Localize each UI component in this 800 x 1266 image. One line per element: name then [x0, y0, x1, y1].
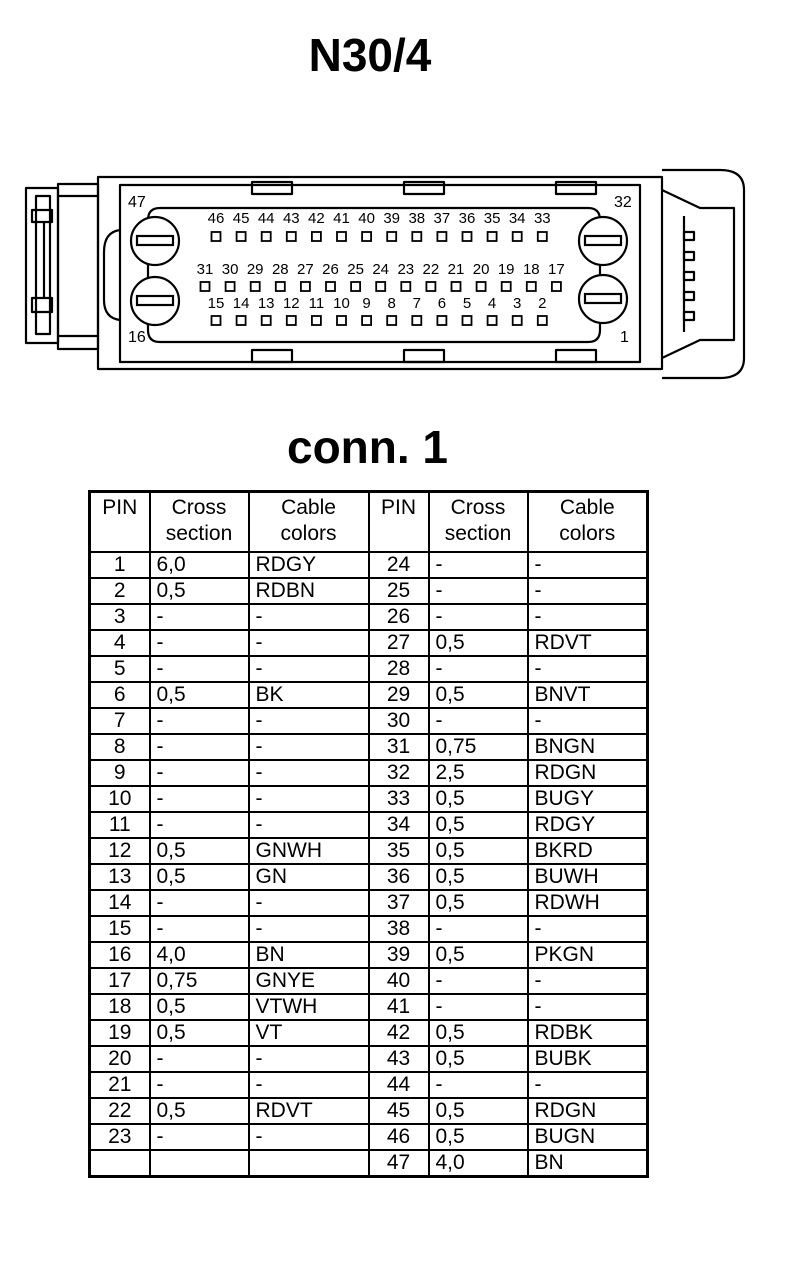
cell-cross-section: 0,5 — [429, 1046, 528, 1072]
cell-pin-number: 2 — [90, 578, 150, 604]
table-row — [90, 1150, 648, 1177]
cell-pin-number: 8 — [90, 734, 150, 760]
pin-number-label: 26 — [322, 261, 339, 278]
cell-cross-section: - — [429, 994, 528, 1020]
cell-pin-number: 33 — [369, 786, 429, 812]
cell-cross-section: - — [150, 1046, 249, 1072]
table-row — [90, 864, 648, 890]
table-row — [90, 1020, 648, 1046]
header-cable-colors-line1: Cable — [559, 496, 615, 519]
cell-pin-number: 23 — [90, 1124, 150, 1150]
cell-pin-number: 42 — [369, 1020, 429, 1046]
cell-cable-color: VTWH — [249, 994, 369, 1020]
cell-cable-color: BUWH — [528, 864, 648, 890]
cell-pin-number: 43 — [369, 1046, 429, 1072]
cell-cable-color: - — [528, 994, 648, 1020]
cell-cross-section: - — [150, 812, 249, 838]
cell-cross-section: - — [150, 760, 249, 786]
cell-pin-number: 14 — [90, 890, 150, 916]
pin-socket — [513, 232, 522, 241]
pin-number-label: 44 — [257, 210, 275, 227]
pin-socket — [426, 282, 435, 291]
cell-pin-number: 12 — [90, 838, 150, 864]
cell-cable-color: - — [528, 916, 648, 942]
cell-pin-number: 19 — [90, 1020, 150, 1046]
cell-cable-color: - — [249, 604, 369, 630]
cell-pin-number: 31 — [369, 734, 429, 760]
cell-pin-number: 37 — [369, 890, 429, 916]
header-cross-section-line1: Cross — [171, 496, 227, 519]
cell-cable-color: - — [528, 578, 648, 604]
pin-assignment-table — [88, 490, 649, 1178]
cell-cross-section: - — [150, 786, 249, 812]
pin-number-label: 10 — [333, 295, 350, 312]
table-row — [90, 812, 648, 838]
pin-number-label: 18 — [522, 261, 540, 278]
cell-cross-section: - — [150, 1072, 249, 1098]
cell-pin-number: 45 — [369, 1098, 429, 1124]
cell-cable-color: - — [528, 656, 648, 682]
cell-pin-number: 40 — [369, 968, 429, 994]
table-row — [90, 994, 648, 1020]
header-pin: PIN — [369, 492, 429, 553]
pin-number-label: 28 — [271, 261, 289, 278]
cell-cable-color: - — [249, 1046, 369, 1072]
corner-label-bottom-left: 16 — [128, 329, 146, 346]
pin-socket — [437, 232, 446, 241]
table-row — [90, 656, 648, 682]
pin-socket — [477, 282, 486, 291]
cell-pin-number: 24 — [369, 552, 429, 578]
corner-label-top-right: 32 — [614, 194, 632, 211]
cell-cross-section: 0,5 — [429, 682, 528, 708]
pin-number-label: 25 — [347, 261, 364, 278]
cell-cross-section: 0,5 — [429, 1020, 528, 1046]
cell-pin-number: 34 — [369, 812, 429, 838]
pin-socket — [312, 232, 321, 241]
cell-cable-color: BK — [249, 682, 369, 708]
cell-cable-color: - — [528, 968, 648, 994]
pin-number-label: 9 — [362, 295, 371, 312]
cell-cross-section: - — [429, 604, 528, 630]
pin-socket — [226, 282, 235, 291]
cell-pin-number: 36 — [369, 864, 429, 890]
pin-socket — [362, 232, 371, 241]
cell-cable-color: - — [249, 1072, 369, 1098]
cell-pin-number: 4 — [90, 630, 150, 656]
cell-pin-number: 15 — [90, 916, 150, 942]
pin-number-label: 29 — [246, 261, 264, 278]
header-cross-section — [150, 492, 249, 553]
cell-cross-section: 2,5 — [429, 760, 528, 786]
header-pin: PIN — [90, 492, 150, 553]
cell-cross-section — [150, 1150, 249, 1177]
table-row — [90, 578, 648, 604]
pin-number-label: 34 — [508, 210, 526, 227]
pin-socket — [326, 282, 335, 291]
cell-cross-section: 0,5 — [429, 942, 528, 968]
cell-cable-color: RDGY — [249, 552, 369, 578]
cell-cross-section: - — [150, 890, 249, 916]
pin-socket — [488, 316, 497, 325]
pin-number-label: 20 — [472, 261, 490, 278]
table-header-row — [90, 492, 648, 553]
pin-number-label: 33 — [533, 210, 551, 227]
cell-pin-number: 30 — [369, 708, 429, 734]
cell-pin-number — [90, 1150, 150, 1177]
cell-cable-color: - — [249, 760, 369, 786]
cell-cross-section: - — [150, 708, 249, 734]
cell-cable-color: - — [249, 1124, 369, 1150]
pin-socket — [412, 232, 421, 241]
cell-cross-section: - — [150, 734, 249, 760]
cell-cable-color: - — [528, 552, 648, 578]
cell-cable-color: RDBK — [528, 1020, 648, 1046]
cell-cable-color: GNWH — [249, 838, 369, 864]
pin-socket — [262, 316, 271, 325]
cell-cross-section: 0,5 — [429, 1124, 528, 1150]
cell-cable-color: - — [249, 916, 369, 942]
cell-pin-number: 35 — [369, 838, 429, 864]
pin-number-label: 24 — [372, 261, 390, 278]
cell-cross-section: - — [150, 916, 249, 942]
cell-cable-color: - — [249, 656, 369, 682]
cell-cable-color: RDGY — [528, 812, 648, 838]
cell-cable-color: BUBK — [528, 1046, 648, 1072]
pin-socket — [552, 282, 561, 291]
cell-pin-number: 27 — [369, 630, 429, 656]
table-row — [90, 1124, 648, 1150]
cell-cross-section: 0,5 — [150, 682, 249, 708]
table-row — [90, 1046, 648, 1072]
cell-cable-color: - — [249, 734, 369, 760]
cell-cable-color: VT — [249, 1020, 369, 1046]
cell-cable-color: BN — [249, 942, 369, 968]
pin-socket — [201, 282, 210, 291]
pin-number-label: 6 — [437, 295, 447, 312]
cell-cable-color: RDWH — [528, 890, 648, 916]
cell-cross-section: - — [429, 578, 528, 604]
pin-socket — [412, 316, 421, 325]
cell-cable-color: BKRD — [528, 838, 648, 864]
cell-pin-number: 47 — [369, 1150, 429, 1177]
pin-socket — [387, 316, 396, 325]
pin-number-label: 35 — [483, 210, 501, 227]
cell-cable-color: RDGN — [528, 1098, 648, 1124]
table-row — [90, 630, 648, 656]
cell-cable-color: - — [249, 630, 369, 656]
cell-pin-number: 1 — [90, 552, 150, 578]
pin-number-label: 22 — [422, 261, 440, 278]
header-cable-colors-line2: colors — [280, 522, 337, 545]
pin-socket — [312, 316, 321, 325]
header-cross-section-line1: Cross — [450, 496, 506, 519]
cell-cross-section: 0,5 — [429, 786, 528, 812]
pin-number-label: 23 — [397, 261, 415, 278]
pin-socket — [463, 232, 472, 241]
pin-number-label: 14 — [232, 295, 250, 312]
pin-number-label: 30 — [221, 261, 239, 278]
cell-cross-section: 0,5 — [429, 812, 528, 838]
cell-pin-number: 22 — [90, 1098, 150, 1124]
header-cable-colors — [528, 492, 648, 553]
cell-pin-number: 17 — [90, 968, 150, 994]
pin-socket — [262, 232, 271, 241]
cell-pin-number: 28 — [369, 656, 429, 682]
cell-cable-color: GNYE — [249, 968, 369, 994]
cell-cross-section: 4,0 — [150, 942, 249, 968]
pin-number-label: 42 — [308, 210, 325, 227]
cell-cross-section: - — [150, 1124, 249, 1150]
cell-pin-number: 20 — [90, 1046, 150, 1072]
pin-socket — [212, 232, 221, 241]
cell-pin-number: 5 — [90, 656, 150, 682]
screw-bottom-left — [131, 277, 179, 325]
table-row — [90, 1098, 648, 1124]
cell-cross-section: 0,5 — [429, 838, 528, 864]
pin-socket — [351, 282, 360, 291]
page-title: N30/4 — [308, 29, 432, 81]
connector-title: conn. 1 — [286, 421, 449, 473]
cell-pin-number: 32 — [369, 760, 429, 786]
table-row — [90, 916, 648, 942]
pin-socket — [387, 232, 396, 241]
cell-cable-color: RDVT — [249, 1098, 369, 1124]
pin-number-label: 43 — [282, 210, 300, 227]
pin-number-label: 2 — [538, 295, 547, 312]
cell-cross-section: - — [429, 708, 528, 734]
table-row — [90, 708, 648, 734]
cell-cross-section: 0,5 — [150, 994, 249, 1020]
corner-label-top-left: 47 — [128, 194, 146, 211]
pin-socket — [237, 232, 246, 241]
cell-pin-number: 6 — [90, 682, 150, 708]
pin-socket — [287, 316, 296, 325]
table-row — [90, 734, 648, 760]
cell-cable-color: - — [528, 1072, 648, 1098]
table-row — [90, 552, 648, 578]
pin-number-label: 27 — [297, 261, 314, 278]
cell-cable-color: BUGN — [528, 1124, 648, 1150]
cell-cable-color: - — [528, 708, 648, 734]
pin-socket — [251, 282, 260, 291]
cell-cross-section: 0,5 — [429, 864, 528, 890]
cell-pin-number: 44 — [369, 1072, 429, 1098]
cell-cross-section: 0,5 — [150, 838, 249, 864]
cell-cable-color: BNGN — [528, 734, 648, 760]
cell-cross-section: 0,5 — [150, 578, 249, 604]
cell-cross-section: - — [429, 916, 528, 942]
pin-number-label: 31 — [196, 261, 214, 278]
table-row — [90, 604, 648, 630]
header-cable-colors-line2: colors — [559, 522, 616, 545]
cell-pin-number: 18 — [90, 994, 150, 1020]
pin-socket — [212, 316, 221, 325]
pin-socket — [301, 282, 310, 291]
table-row — [90, 890, 648, 916]
pin-number-label: 5 — [462, 295, 472, 312]
cell-cross-section: 0,5 — [429, 1098, 528, 1124]
pin-socket — [538, 232, 547, 241]
cell-cross-section: 0,5 — [429, 630, 528, 656]
pin-number-label: 37 — [433, 210, 451, 227]
pin-number-label: 36 — [458, 210, 476, 227]
pin-number-label: 46 — [207, 210, 225, 227]
pin-socket — [337, 232, 346, 241]
pin-socket — [437, 316, 446, 325]
cell-cable-color: BUGY — [528, 786, 648, 812]
cell-cross-section: - — [429, 552, 528, 578]
pin-socket — [376, 282, 385, 291]
cell-pin-number: 26 — [369, 604, 429, 630]
header-cross-section-line2: section — [444, 522, 512, 545]
pin-number-label: 38 — [408, 210, 426, 227]
pin-number-label: 45 — [232, 210, 250, 227]
table-row — [90, 838, 648, 864]
cell-cross-section: - — [150, 604, 249, 630]
cell-cable-color: - — [249, 890, 369, 916]
pin-socket — [337, 316, 346, 325]
table-row — [90, 760, 648, 786]
pin-socket — [287, 232, 296, 241]
pin-socket — [527, 282, 536, 291]
pin-socket — [502, 282, 511, 291]
cell-pin-number: 46 — [369, 1124, 429, 1150]
table-row — [90, 1072, 648, 1098]
pin-number-label: 8 — [387, 295, 396, 312]
pin-socket — [452, 282, 461, 291]
screw-bottom-right — [579, 275, 627, 323]
left-latch — [26, 184, 98, 349]
cell-cable-color — [249, 1150, 369, 1177]
cell-cable-color: - — [249, 708, 369, 734]
cell-cross-section: 0,75 — [429, 734, 528, 760]
screw-top-left — [131, 217, 179, 265]
pin-number-label: 41 — [333, 210, 350, 227]
cell-pin-number: 7 — [90, 708, 150, 734]
pin-rows — [197, 210, 565, 325]
cell-cable-color: GN — [249, 864, 369, 890]
right-latch — [662, 170, 744, 378]
cell-cross-section: 6,0 — [150, 552, 249, 578]
cell-pin-number: 38 — [369, 916, 429, 942]
cell-cable-color: - — [249, 812, 369, 838]
pin-socket — [237, 316, 246, 325]
cell-cross-section: 0,5 — [429, 890, 528, 916]
cell-pin-number: 3 — [90, 604, 150, 630]
cell-cable-color: PKGN — [528, 942, 648, 968]
pin-number-label: 17 — [548, 261, 565, 278]
cell-pin-number: 21 — [90, 1072, 150, 1098]
cell-pin-number: 29 — [369, 682, 429, 708]
cell-pin-number: 39 — [369, 942, 429, 968]
pin-number-label: 7 — [412, 295, 421, 312]
corner-label-bottom-right: 1 — [620, 329, 629, 346]
cell-cross-section: 0,5 — [150, 864, 249, 890]
cell-cable-color: RDVT — [528, 630, 648, 656]
table-row — [90, 682, 648, 708]
pin-socket — [276, 282, 285, 291]
cell-cable-color: BN — [528, 1150, 648, 1177]
pin-socket — [463, 316, 472, 325]
pin-number-label: 11 — [308, 295, 325, 312]
header-cross-section — [429, 492, 528, 553]
left-side-curve — [104, 230, 120, 320]
pin-number-label: 19 — [497, 261, 515, 278]
pin-number-label: 13 — [257, 295, 275, 312]
cell-cross-section: 0,5 — [150, 1020, 249, 1046]
cell-pin-number: 25 — [369, 578, 429, 604]
cell-cross-section: - — [429, 656, 528, 682]
pin-number-label: 3 — [513, 295, 522, 312]
cell-pin-number: 9 — [90, 760, 150, 786]
header-cable-colors — [249, 492, 369, 553]
cell-cable-color: - — [249, 786, 369, 812]
pin-number-label: 12 — [282, 295, 300, 312]
pin-socket — [513, 316, 522, 325]
cell-cross-section: - — [150, 630, 249, 656]
cell-pin-number: 16 — [90, 942, 150, 968]
connector-diagram — [0, 0, 800, 400]
cell-cross-section: - — [150, 656, 249, 682]
cell-cable-color: RDBN — [249, 578, 369, 604]
cell-cross-section: - — [429, 1072, 528, 1098]
table-row — [90, 786, 648, 812]
cell-pin-number: 13 — [90, 864, 150, 890]
cell-cross-section: 0,75 — [150, 968, 249, 994]
cell-cable-color: - — [528, 604, 648, 630]
pin-socket — [362, 316, 371, 325]
header-cable-colors-line1: Cable — [281, 496, 336, 519]
pin-number-label: 4 — [487, 295, 497, 312]
cell-cross-section: - — [429, 968, 528, 994]
cell-pin-number: 11 — [90, 812, 150, 838]
screw-top-right — [579, 217, 627, 265]
pin-socket — [488, 232, 497, 241]
cell-cable-color: BNVT — [528, 682, 648, 708]
cell-cross-section: 4,0 — [429, 1150, 528, 1177]
pin-number-label: 21 — [447, 261, 465, 278]
table-row — [90, 942, 648, 968]
pin-socket — [401, 282, 410, 291]
pin-number-label: 39 — [383, 210, 401, 227]
cell-pin-number: 41 — [369, 994, 429, 1020]
header-cross-section-line2: section — [165, 522, 233, 545]
table-row — [90, 968, 648, 994]
pin-number-label: 15 — [207, 295, 225, 312]
cell-cable-color: RDGN — [528, 760, 648, 786]
pin-socket — [538, 316, 547, 325]
pin-number-label: 40 — [358, 210, 375, 227]
cell-cross-section: 0,5 — [150, 1098, 249, 1124]
pin-table-body — [90, 552, 648, 1177]
cell-pin-number: 10 — [90, 786, 150, 812]
